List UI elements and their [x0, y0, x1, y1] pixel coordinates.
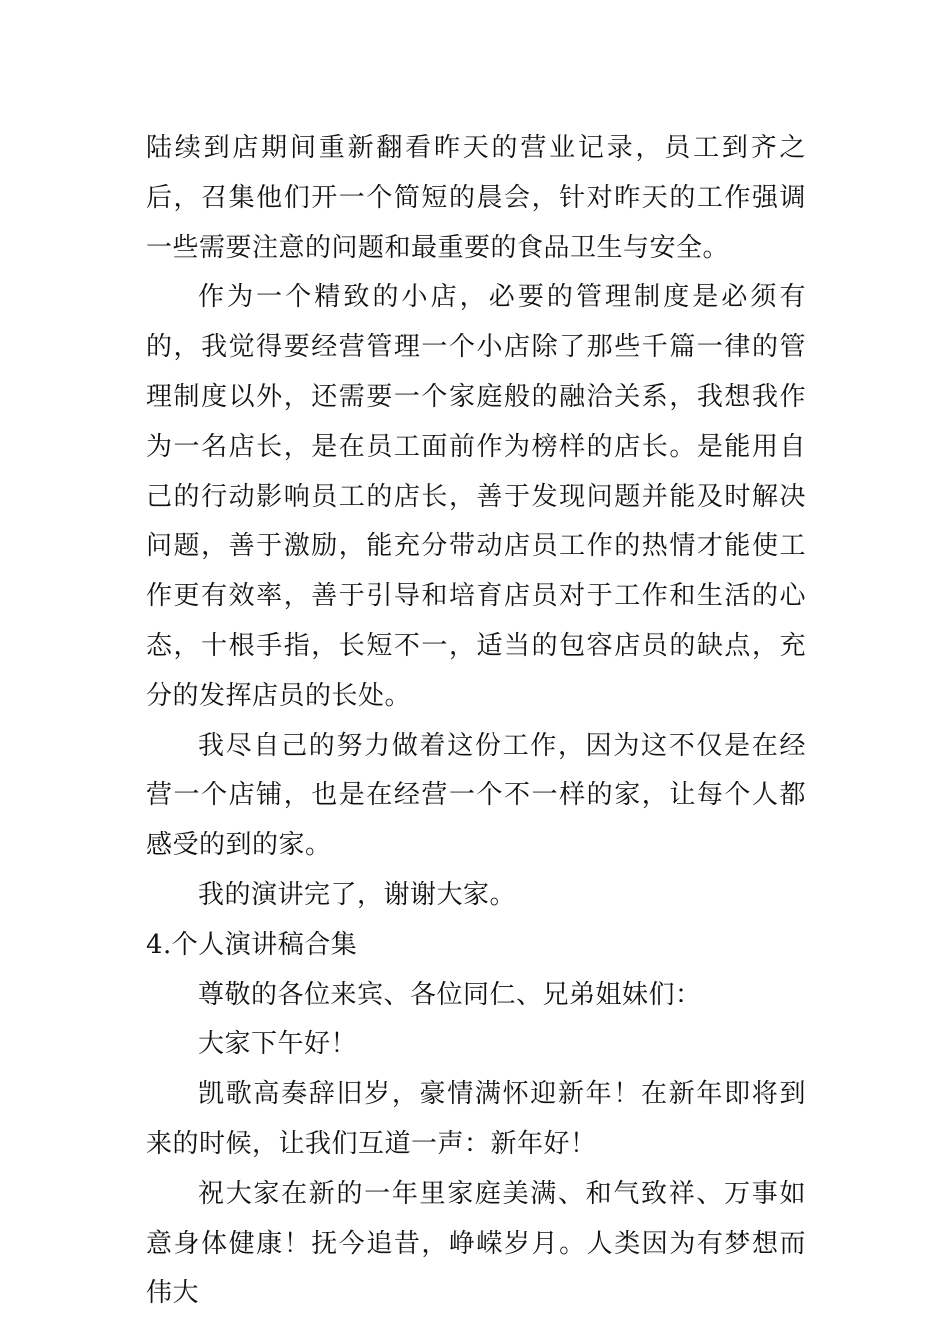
section-heading: 4.个人演讲稿合集 [146, 929, 358, 960]
paragraph-wishes: 祝大家在新的一年里家庭美满、和气致祥、万事如意身体健康！抚今追昔，峥嵘岁月。人类因为有梦想而伟大 [146, 1178, 806, 1309]
paragraph-greeting: 大家下午好！ [198, 1029, 358, 1060]
paragraph-continued: 陆续到店期间重新翻看昨天的营业记录，员工到齐之后，召集他们开一个简短的晨会，针对昨天的工作强调一些需要注意的问题和最重要的食品卫生与安全。 [146, 133, 806, 263]
document-body [146, 124, 806, 1319]
paragraph-new-year: 凯歌高奏辞旧岁，豪情满怀迎新年！在新年即将到来的时候，让我们互道一声：新年好！ [146, 1079, 806, 1159]
paragraph-management: 作为一个精致的小店，必要的管理制度是必须有的，我觉得要经营管理一个小店除了那些千篇一律的管理制度以外，还需要一个家庭般的融洽关系，我想我作为一名店长，是在员工面前作为榜样的店长。是能用自己的行动影响员工的店长，善于发现问题并能及时解决问题，善于激励，能充分带动店员工作的热情才能使工作更有效率，善于引导和培育店员对于工作和生活的心态，十根手指，长短不一，适当的包容店员的缺点，充分的发挥店员的长处。 [146, 282, 806, 711]
paragraph-closing: 我的演讲完了，谢谢大家。 [198, 879, 517, 910]
paragraph-salutation: 尊敬的各位来宾、各位同仁、兄弟姐妹们： [198, 979, 702, 1010]
paragraph-effort: 我尽自己的努力做着这份工作，因为这不仅是在经营一个店铺，也是在经营一个不一样的家，让每个人都感受的到的家。 [146, 730, 806, 861]
